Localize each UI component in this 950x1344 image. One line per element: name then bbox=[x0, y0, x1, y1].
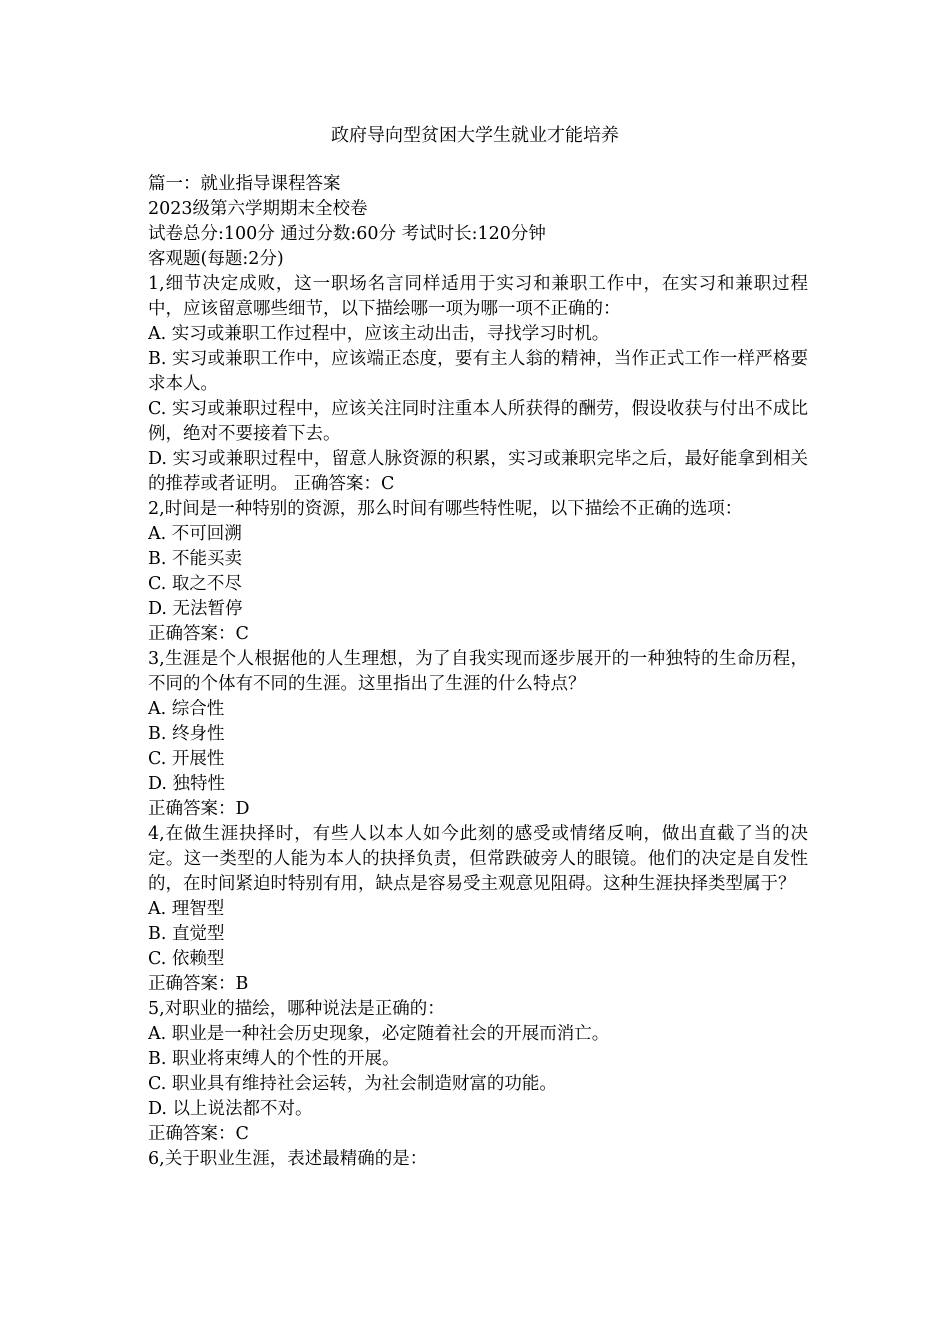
q5-answer: 正确答案：C bbox=[148, 1124, 249, 1144]
q4-option-a: A. 理智型 bbox=[148, 899, 225, 919]
question-type: 客观题(每题:2分) bbox=[148, 249, 284, 269]
q5-option-b: B. 职业将束缚人的个性的开展。 bbox=[148, 1049, 400, 1069]
question-5: 5,对职业的描绘，哪种说法是正确的： bbox=[148, 999, 445, 1019]
q2-option-b: B. 不能买卖 bbox=[148, 549, 242, 569]
document-title: 政府导向型贫困大学生就业才能培养 bbox=[331, 125, 619, 146]
q4-answer: 正确答案：B bbox=[148, 974, 249, 994]
exam-name: 2023级第六学期期末全校卷 bbox=[148, 199, 368, 219]
question-3: 3,生涯是个人根据他的人生理想，为了自我实现而逐步展开的一种独特的生命历程，不同的个体有不同的生涯。这里指出了生涯的什么特点？ bbox=[148, 649, 808, 694]
q5-option-a: A. 职业是一种社会历史现象，必定随着社会的开展而消亡。 bbox=[148, 1024, 610, 1044]
q1-option-c: C. 实习或兼职过程中，应该关注同时注重本人所获得的酬劳，假设收获与付出不成比例，绝对不要接着下去。 bbox=[148, 399, 808, 444]
q1-option-b: B. 实习或兼职工作中，应该端正态度，要有主人翁的精神，当作正式工作一样严格要求本人。 bbox=[148, 349, 808, 394]
q5-option-c: C. 职业具有维持社会运转，为社会制造财富的功能。 bbox=[148, 1074, 557, 1094]
q5-option-d: D. 以上说法都不对。 bbox=[148, 1099, 313, 1119]
q2-option-d: D. 无法暂停 bbox=[148, 599, 243, 619]
q3-option-a: A. 综合性 bbox=[148, 699, 225, 719]
q4-option-b: B. 直觉型 bbox=[148, 924, 225, 944]
question-6: 6,关于职业生涯，表述最精确的是： bbox=[148, 1149, 428, 1169]
q3-option-b: B. 终身性 bbox=[148, 724, 225, 744]
section-heading: 篇一：就业指导课程答案 bbox=[148, 174, 341, 194]
q2-option-a: A. 不可回溯 bbox=[148, 524, 242, 544]
document-body bbox=[148, 172, 808, 1172]
question-1: 1,细节决定成败，这一职场名言同样适用于实习和兼职工作中，在实习和兼职过程中，应该留意哪些细节，以下描绘哪一项为哪一项不正确的： bbox=[148, 274, 808, 319]
q3-option-c: C. 开展性 bbox=[148, 749, 225, 769]
q1-option-a: A. 实习或兼职工作过程中，应该主动出击，寻找学习时机。 bbox=[148, 324, 610, 344]
q3-answer: 正确答案：D bbox=[148, 799, 250, 819]
q2-option-c: C. 取之不尽 bbox=[148, 574, 242, 594]
q3-option-d: D. 独特性 bbox=[148, 774, 226, 794]
q1-option-d: D. 实习或兼职过程中，留意人脉资源的积累，实习或兼职完毕之后，最好能拿到相关的推荐或者证明。 正确答案：C bbox=[148, 449, 808, 494]
question-4: 4,在做生涯抉择时，有些人以本人如今此刻的感受或情绪反响，做出直截了当的决定。这一类型的人能为本人的抉择负责，但常跌破旁人的眼镜。他们的决定是自发性的，在时间紧迫时特别有用，缺点是容易受主观意见阻碍。这种生涯抉择类型属于？ bbox=[148, 824, 808, 894]
exam-info: 试卷总分:100分 通过分数:60分 考试时长:120分钟 bbox=[148, 224, 546, 244]
q4-option-c: C. 依赖型 bbox=[148, 949, 225, 969]
q2-answer: 正确答案：C bbox=[148, 624, 249, 644]
question-2: 2,时间是一种特别的资源，那么时间有哪些特性呢，以下描绘不正确的选项： bbox=[148, 499, 743, 519]
